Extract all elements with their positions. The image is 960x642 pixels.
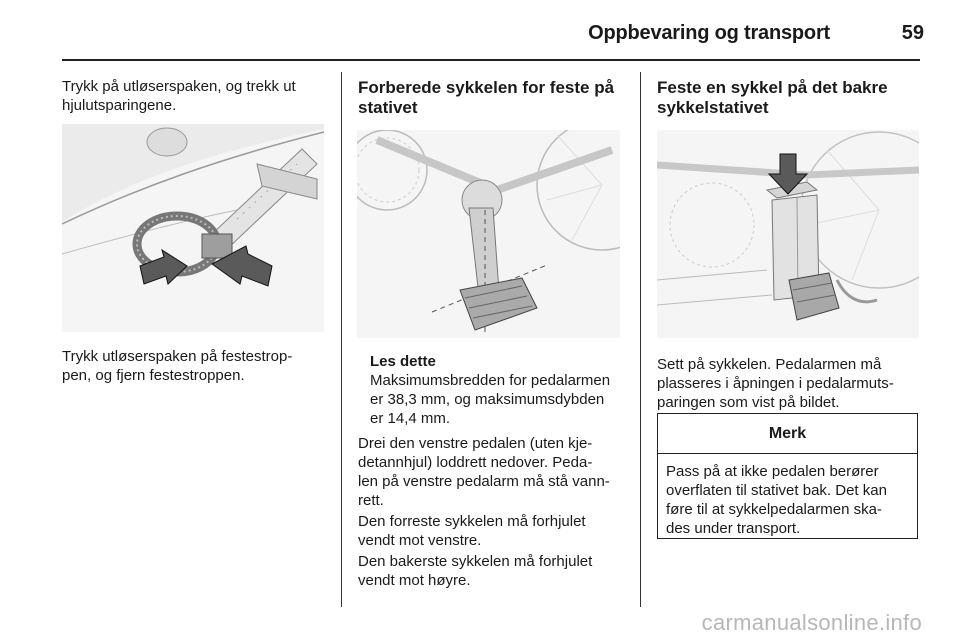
instruction-remove-strap: Trykk utløserspaken på festestrop- pen, og fjern festestroppen. <box>62 348 293 384</box>
merk-callout-box <box>657 413 918 539</box>
column-divider-1 <box>341 72 342 607</box>
merk-title: Merk <box>658 414 917 454</box>
note-title: Les dette <box>370 353 436 370</box>
illustration-wheel-recess-release <box>62 124 324 332</box>
section-heading-attach-bicycle: Feste en sykkel på det bakre sykkelstativet <box>657 78 888 117</box>
page-number: 59 <box>901 22 924 44</box>
instruction-rear-bicycle: Den bakerste sykkelen må forhjulet vendt mot høyre. <box>358 553 593 589</box>
header-divider <box>62 59 920 61</box>
column-divider-2 <box>640 72 641 607</box>
instruction-place-bicycle: Sett på sykkelen. Pedalarmen må plasseres i åpningen i pedalarmuts- paringen som vist på bildet. <box>657 356 894 411</box>
illustration-pedal-position <box>357 130 620 338</box>
merk-warning-text: Pass på at ikke pedalen berører overflaten til stativet bak. Det kan føre til at sykkelpedalarmen ska- des under transport. <box>666 463 887 537</box>
instruction-front-bicycle: Den forreste sykkelen må forhjulet vendt mot venstre. <box>358 513 586 549</box>
watermark: carmanualsonline.info <box>701 610 922 635</box>
page-title: Oppbevaring og transport <box>588 22 830 44</box>
note-pedal-dimensions: Maksimumsbredden for pedalarmen er 38,3 mm, og maksimumsdybden er 14,4 mm. <box>370 372 611 427</box>
instruction-rotate-pedal: Drei den venstre pedalen (uten kje- detannhjul) loddrett nedover. Peda- len på venstre pedalarm må stå vann- rett. <box>358 435 610 509</box>
section-heading-prepare-bicycle: Forberede sykkelen for feste på stativet <box>358 78 615 117</box>
instruction-release-wheel-recesses: Trykk på utløserspaken, og trekk ut hjulutsparingene. <box>62 78 296 114</box>
illustration-bicycle-on-rack <box>657 130 919 338</box>
